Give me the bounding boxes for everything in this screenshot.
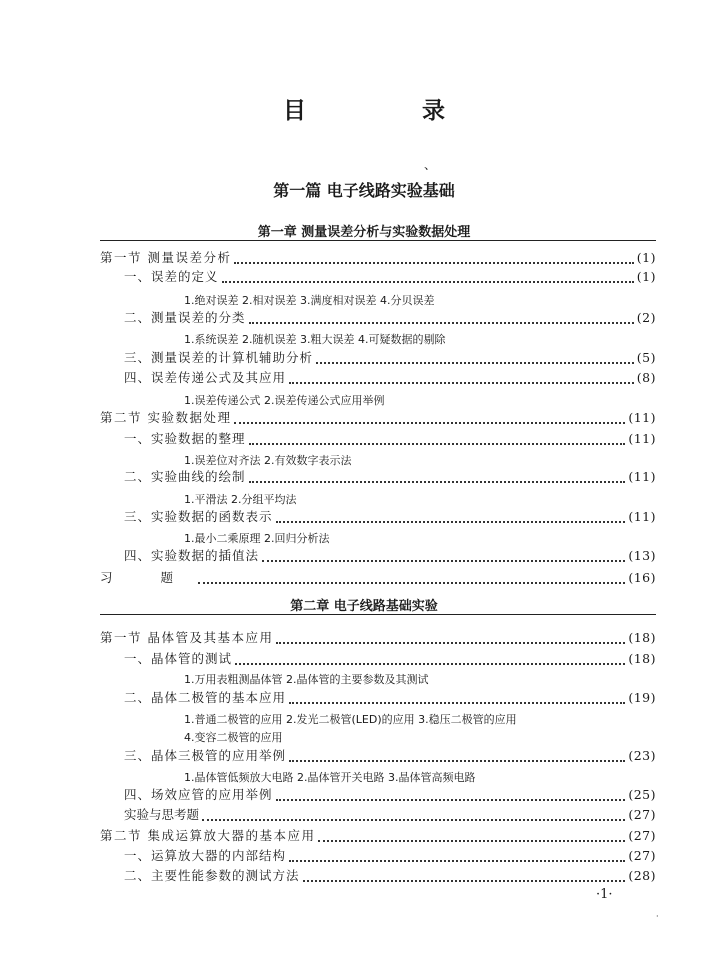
dot-leader: [316, 362, 634, 364]
dot-leader: [289, 702, 625, 704]
toc-entry-page: (27): [628, 848, 656, 863]
dot-leader: [276, 642, 625, 644]
dot-leader: [289, 760, 625, 762]
toc-entry-label: 四、场效应管的应用举例: [124, 787, 273, 802]
toc-entry-label: 三、晶体三极管的应用举例: [124, 748, 287, 763]
scan-speck: 、: [424, 158, 437, 172]
toc-entry[interactable]: [124, 269, 656, 287]
dot-leader: [289, 382, 634, 384]
dot-leader: [202, 819, 625, 821]
dot-leader: [222, 281, 634, 283]
toc-entry-label: 三、测量误差的计算机辅助分析: [124, 350, 314, 365]
toc-entry-label: 二、测量误差的分类: [124, 310, 246, 325]
toc-entry-page: (11): [628, 431, 656, 446]
toc-entry-page: (23): [628, 748, 656, 763]
toc-entry[interactable]: [124, 469, 656, 487]
toc-entry[interactable]: [124, 651, 656, 669]
dot-leader: [234, 262, 633, 264]
toc-entry-label: 一、误差的定义: [124, 269, 219, 284]
page-title: 目 录: [282, 98, 499, 124]
dot-leader: [249, 443, 626, 445]
toc-entry[interactable]: [124, 690, 656, 708]
toc-entry-page: (27): [628, 828, 656, 843]
toc-entry[interactable]: [124, 350, 656, 368]
toc-subtopics: 1.最小二乘原理 2.回归分析法: [184, 532, 330, 545]
toc-entry-page: (18): [628, 651, 656, 666]
chapter-2-heading: 第二章 电子线路基础实验: [290, 599, 438, 614]
toc-subtopics: 1.绝对误差 2.相对误差 3.满度相对误差 4.分贝误差: [184, 294, 435, 307]
toc-entry-page: (25): [628, 787, 656, 802]
toc-entry-page: (1): [636, 269, 656, 284]
toc-entry-page: (2): [636, 310, 656, 325]
dot-leader: [262, 560, 625, 562]
dot-leader: [249, 481, 626, 483]
dot-leader: [234, 422, 625, 424]
toc-entry-page: (13): [628, 548, 656, 563]
toc-subtopics: 1.系统误差 2.随机误差 3.粗大误差 4.可疑数据的剔除: [184, 333, 446, 346]
toc-entry[interactable]: [100, 410, 656, 428]
toc-entry-label: 四、误差传递公式及其应用: [124, 370, 287, 385]
toc-entry-page: (27): [628, 807, 656, 822]
toc-entry-label: 实验与思考题: [124, 807, 200, 822]
toc-entry[interactable]: [100, 250, 656, 268]
toc-entry-page: (19): [628, 690, 656, 705]
toc-entry[interactable]: [124, 370, 656, 388]
dot-leader: [289, 860, 625, 862]
toc-entry-label: 第二节 集成运算放大器的基本应用: [100, 828, 316, 843]
toc-entry[interactable]: [124, 848, 656, 866]
toc-entry-page: (28): [628, 868, 656, 883]
toc-entry-label: 第二节 实验数据处理: [100, 410, 232, 425]
toc-entry[interactable]: [124, 868, 656, 886]
toc-entry[interactable]: [124, 787, 656, 805]
toc-subtopics: 1.万用表粗测晶体管 2.晶体管的主要参数及其测试: [184, 673, 429, 686]
toc-entry-page: (1): [636, 250, 656, 265]
toc-entry[interactable]: [124, 431, 656, 449]
toc-subtopics: 1.普通二极管的应用 2.发光二极管(LED)的应用 3.稳压二极管的应用: [184, 713, 517, 726]
page-number: ·1·: [596, 887, 613, 902]
part-title: 第一篇 电子线路实验基础: [273, 181, 455, 200]
toc-entry[interactable]: [124, 310, 656, 328]
toc-entry-label: 第一节 测量误差分析: [100, 250, 232, 265]
toc-entry-page: (11): [628, 509, 656, 524]
toc-entry-label: 二、实验曲线的绘制: [124, 469, 246, 484]
toc-entry-label: 二、晶体二极管的基本应用: [124, 690, 287, 705]
toc-entry-label: 三、实验数据的函数表示: [124, 509, 273, 524]
toc-entry-label: 一、晶体管的测试: [124, 651, 233, 666]
toc-entry-label: 二、主要性能参数的测试方法: [124, 868, 300, 883]
dot-leader: [318, 840, 625, 842]
toc-entry-label: 一、运算放大器的内部结构: [124, 848, 287, 863]
toc-subtopics: 4.变容二极管的应用: [184, 731, 283, 744]
toc-entry-label: 第一节 晶体管及其基本应用: [100, 630, 274, 645]
toc-subtopics: 1.平滑法 2.分组平均法: [184, 493, 297, 506]
toc-entry[interactable]: [124, 509, 656, 527]
dot-leader: [198, 582, 625, 584]
toc-entry-page: (5): [636, 350, 656, 365]
toc-subtopics: 1.晶体管低频放大电路 2.晶体管开关电路 3.晶体管高频电路: [184, 771, 476, 784]
toc-entry-page: (16): [628, 570, 656, 585]
toc-entry-label: 四、实验数据的插值法: [124, 548, 260, 563]
toc-subtopics: 1.误差传递公式 2.误差传递公式应用举例: [184, 394, 385, 407]
dot-leader: [303, 880, 626, 882]
toc-entry-label: 习 题: [100, 570, 195, 585]
dot-leader: [276, 799, 626, 801]
toc-entry[interactable]: [124, 748, 656, 766]
dot-leader: [276, 521, 626, 523]
scan-speck: ·: [656, 912, 659, 921]
toc-subtopics: 1.误差位对齐法 2.有效数字表示法: [184, 454, 352, 467]
toc-entry-page: (18): [628, 630, 656, 645]
dot-leader: [235, 663, 625, 665]
chapter-1-heading: 第一章 测量误差分析与实验数据处理: [257, 225, 471, 240]
toc-entry-page: (11): [628, 410, 656, 425]
toc-entry[interactable]: [100, 570, 656, 588]
dot-leader: [249, 322, 634, 324]
toc-entry-page: (11): [628, 469, 656, 484]
toc-entry[interactable]: [100, 828, 656, 846]
toc-entry-label: 一、实验数据的整理: [124, 431, 246, 446]
toc-entry[interactable]: [124, 807, 656, 825]
toc-entry[interactable]: [100, 630, 656, 648]
toc-entry-page: (8): [636, 370, 656, 385]
toc-entry[interactable]: [124, 548, 656, 566]
